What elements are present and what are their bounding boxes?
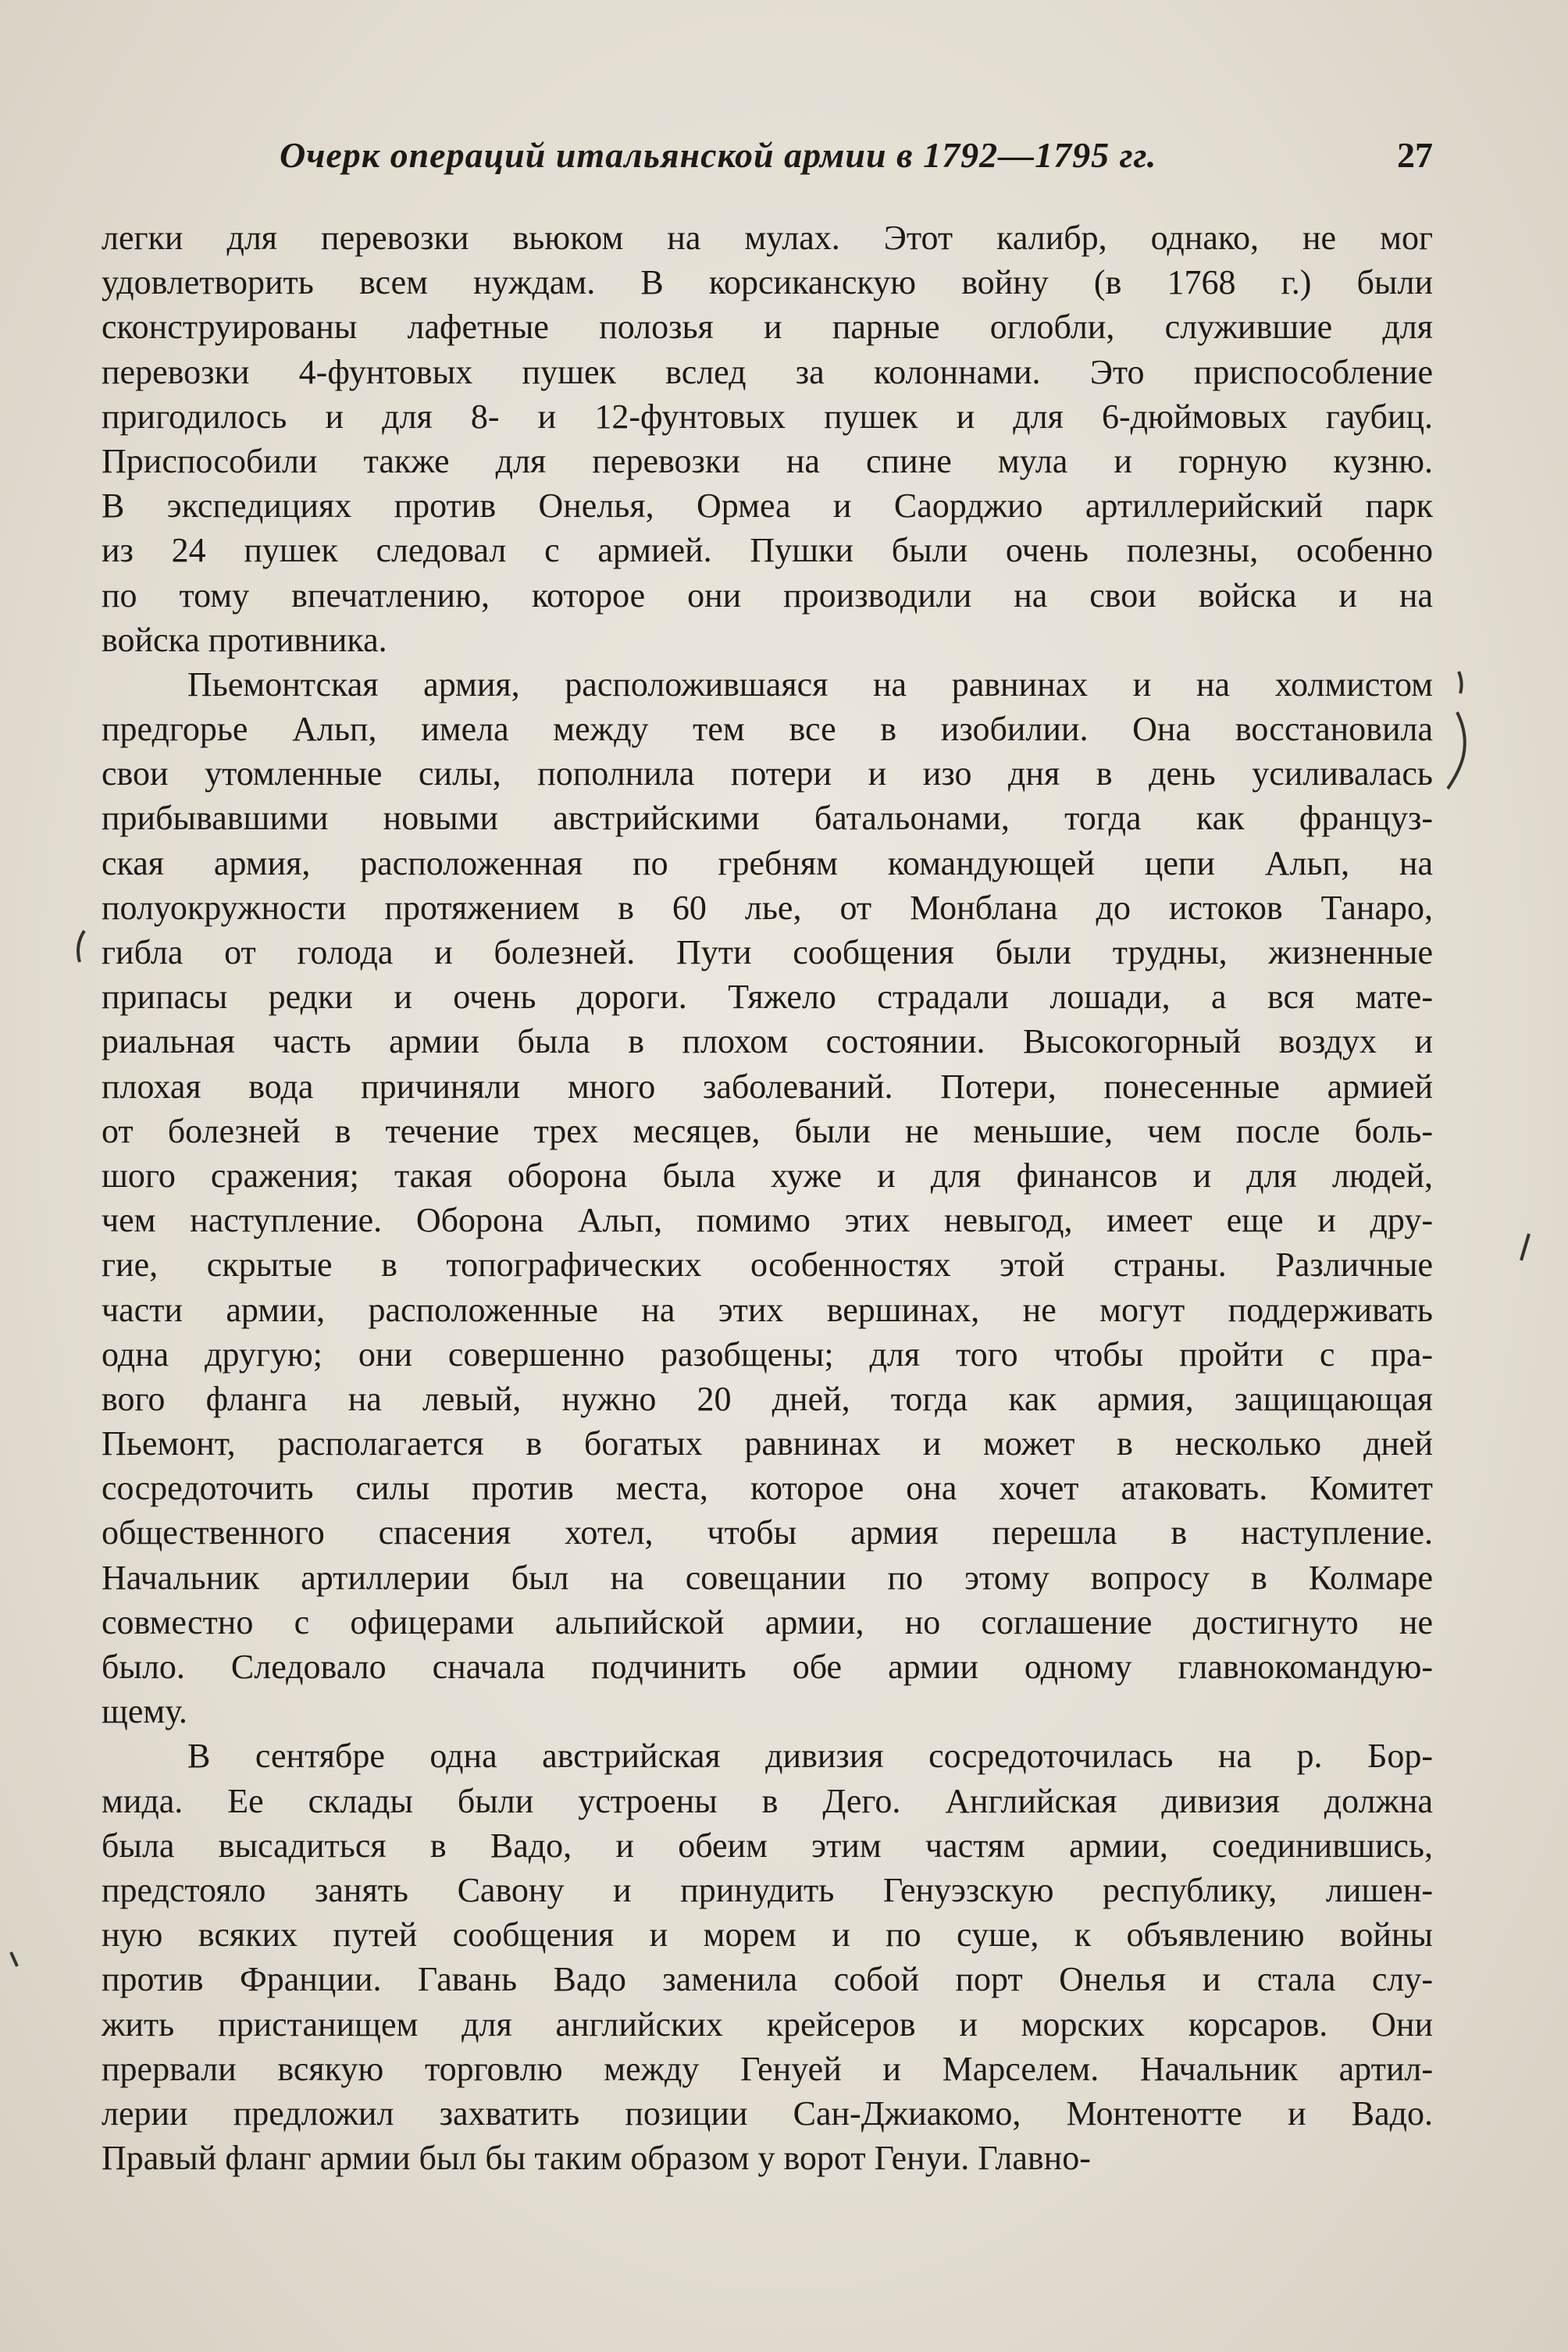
running-title: Очерк операций итальянской армии в 1792—1795 гг.	[280, 135, 1157, 175]
text-line: лерии предложил захватить позиции Сан-Джиакомо, Монтенотте и Вадо.	[102, 2094, 1433, 2133]
text-line: шого сражения; такая оборона была хуже и для финансов и для людей,	[102, 1156, 1433, 1195]
text-line: прибывавшими новыми австрийскими батальонами, тогда как француз-	[102, 799, 1433, 838]
text-line: ская армия, расположенная по гребням командующей цепи Альп, на	[102, 843, 1433, 882]
text-line: ную всяких путей сообщения и морем и по суше, к объявлению войны	[102, 1915, 1433, 1955]
margin-bracket-mark	[78, 931, 84, 962]
text-line: мида. Ее склады были устроены в Дего. Английская дивизия должна	[102, 1781, 1433, 1820]
margin-tick-mark	[11, 1952, 17, 1966]
text-line: гие, скрытые в топографических особенностях этой страны. Различные	[102, 1245, 1433, 1285]
text-line: Начальник артиллерии был на совещании по этому вопросу в Колмаре	[102, 1558, 1433, 1597]
text-line: от болезней в течение трех месяцев, были не меньшие, чем после боль-	[102, 1111, 1433, 1150]
text-line: перевозки 4-фунтовых пушек вслед за колоннами. Это приспособление	[102, 352, 1433, 391]
text-line: общественного спасения хотел, чтобы армия перешла в наступление.	[102, 1513, 1433, 1552]
text-line: была высадиться в Вадо, и обеим этим частям армии, соединившись,	[102, 1826, 1433, 1865]
body-text	[102, 216, 1433, 2180]
text-line: предстояло занять Савону и принудить Генуэзскую республику, лишен-	[102, 1870, 1433, 1909]
text-line: В сентябре одна австрийская дивизия сосредоточилась на р. Бор-	[187, 1737, 1433, 1776]
text-line: из 24 пушек следовал с армией. Пушки были очень полезны, особенно	[102, 531, 1433, 570]
text-line: против Франции. Гавань Вадо заменила собой порт Онелья и стала слу-	[102, 1960, 1433, 1999]
text-line: В экспедициях против Онелья, Ормеа и Саорджио артиллерийский парк	[102, 486, 1433, 526]
text-line: предгорье Альп, имела между тем все в изобилии. Она восстановила	[102, 710, 1433, 749]
text-line: пригодилось и для 8- и 12-фунтовых пушек и для 6-дюймовых гаубиц.	[102, 397, 1433, 436]
text-line: Приспособили также для перевозки на спине мула и горную кузню.	[102, 441, 1433, 480]
text-line: легки для перевозки вьюком на мулах. Этот калибр, однако, не мог	[102, 219, 1433, 257]
text-line: войска противника.	[102, 620, 387, 659]
text-line: щему.	[102, 1692, 187, 1731]
text-line: свои утомленные силы, пополнила потери и изо дня в день усиливалась	[102, 754, 1433, 793]
text-line: жить пристанищем для английских крейсеров и морских корсаров. Они	[102, 2005, 1433, 2044]
text-line: Правый фланг армии был бы таким образом у ворот Генуи. Главно-	[102, 2139, 1091, 2178]
text-line: части армии, расположенные на этих вершинах, не могут поддерживать	[102, 1290, 1433, 1329]
text-line: вого фланга на левый, нужно 20 дней, тогда как армия, защищающая	[102, 1379, 1433, 1418]
text-line: удовлетворить всем нуждам. В корсиканскую войну (в 1768 г.) были	[102, 263, 1433, 302]
margin-bracket-mark	[1448, 712, 1465, 789]
margin-bracket-mark	[1459, 672, 1462, 693]
text-line: Пьемонт, располагается в богатых равнинах и может в несколько дней	[102, 1424, 1433, 1463]
text-line: прервали всякую торговлю между Генуей и Марселем. Начальник артил-	[102, 2049, 1433, 2088]
text-line: сконструированы лафетные полозья и парные оглобли, служившие для	[102, 308, 1433, 347]
text-line: Пьемонтская армия, расположившаяся на равнинах и на холмистом	[187, 665, 1433, 704]
text-line: совместно с офицерами альпийской армии, но соглашение достигнуто не	[102, 1602, 1433, 1641]
text-line: припасы редки и очень дороги. Тяжело страдали лошади, а вся мате-	[102, 978, 1433, 1017]
page-number: 27	[1397, 135, 1433, 175]
text-line: гибла от голода и болезней. Пути сообщения были трудны, жизненные	[102, 933, 1433, 971]
text-line: было. Следовало сначала подчинить обе армии одному главнокомандую-	[102, 1648, 1433, 1686]
text-line: сосредоточить силы против места, которое она хочет атаковать. Комитет	[102, 1469, 1433, 1508]
text-line: полуокружности протяжением в 60 лье, от Монблана до истоков Танаро,	[102, 888, 1433, 927]
page-header	[102, 134, 1433, 181]
text-line: чем наступление. Оборона Альп, помимо этих невыгод, имеет еще и дру-	[102, 1201, 1433, 1240]
text-line: риальная часть армии была в плохом состоянии. Высокогорный воздух и	[102, 1022, 1433, 1061]
margin-tick-mark	[1521, 1234, 1529, 1260]
text-line: плохая вода причиняли много заболеваний. Потери, понесенные армией	[102, 1067, 1433, 1106]
text-line: одна другую; они совершенно разобщены; для того чтобы пройти с пра-	[102, 1335, 1433, 1374]
text-line: по тому впечатлению, которое они производили на свои войска и на	[102, 576, 1433, 615]
